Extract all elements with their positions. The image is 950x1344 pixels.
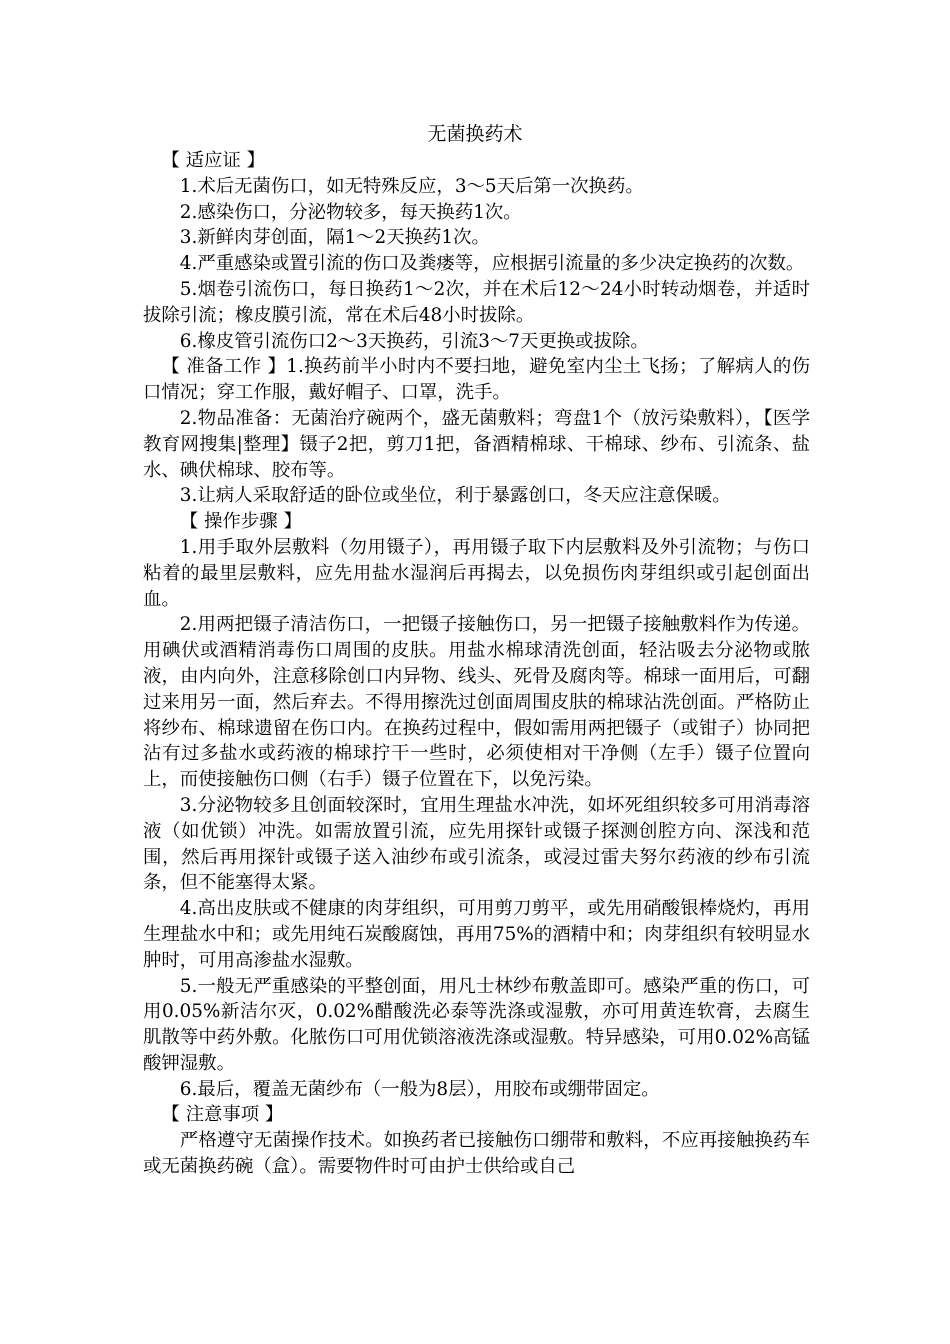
paragraph: 严格遵守无菌操作技术。如换药者已接触伤口绷带和敷料，不应再接触换药车或无菌换药碗（盒）。需要物件时可由护士供给或自己 (143, 1130, 810, 1178)
section-heading: 【 适应证 】 (161, 150, 266, 171)
paragraph: 1.用手取外层敷料（勿用镊子），再用镊子取下内层敷料及外引流物；与伤口粘着的最里层敷料，应先用盐水湿润后再揭去，以免损伤肉芽组织或引起创面出血。 (143, 536, 810, 610)
document-title: 无菌换药术 (427, 123, 523, 145)
paragraph: 2.感染伤口，分泌物较多，每天换药1次。 (179, 201, 522, 223)
paragraph: 5.烟卷引流伤口，每日换药1～2次，并在术后12～24小时转动烟卷，并适时拔除引流；橡皮膜引流，常在术后48小时拔除。 (143, 278, 810, 326)
paragraph: 5.一般无严重感染的平整创面，用凡士林纱布敷盖即可。感染严重的伤口，可用0.05%新洁尔灭，0.02%醋酸洗必泰等洗涤或湿敷，亦可用黄连软膏，去腐生肌散等中药外敷。化脓伤口可用优锁溶液洗涤或湿敷。特异感染，可用0.02%高锰酸钾湿敷。 (143, 975, 810, 1074)
paragraph: 6.最后，覆盖无菌纱布（一般为8层），用胶布或绷带固定。 (179, 1078, 660, 1100)
paragraph: 4.严重感染或置引流的伤口及粪瘘等，应根据引流量的多少决定换药的次数。 (179, 253, 805, 275)
paragraph: 【 操作步骤 】 (179, 511, 302, 533)
paragraph: 3.新鲜肉芽创面，隔1～2天换药1次。 (179, 227, 490, 249)
section-heading: 【 注意事项 】 (161, 1104, 284, 1126)
paragraph: 3.让病人采取舒适的卧位或坐位，利于暴露创口，冬天应注意保暖。 (179, 485, 731, 507)
paragraph: 2.用两把镊子清洁伤口，一把镊子接触伤口，另一把镊子接触敷料作为传递。用碘伏或酒精消毒伤口周围的皮肤。用盐水棉球清洗创面，轻沾吸去分泌物或脓液，由内向外，注意移除创口内异物、线头、死骨及腐肉等。棉球一面用后，可翻过来用另一面，然后弃去。不得用擦洗过创面周围皮肤的棉球沾洗创面。严格防止将纱布、棉球遗留在伤口内。在换药过程中，假如需用两把镊子（或钳子）协同把沾有过多盐水或药液的棉球拧干一些时，必须使相对干净侧（左手）镊子位置向上，而使接触伤口侧（右手）镊子位置在下，以免污染。 (143, 614, 810, 791)
paragraph: 3.分泌物较多且创面较深时，宜用生理盐水冲洗，如坏死组织较多可用消毒溶液（如优锁）冲洗。如需放置引流，应先用探针或镊子探测创腔方向、深浅和范围，然后再用探针或镊子送入油纱布或引流条，或浸过雷夫努尔药液的纱布引流条，但不能塞得太紧。 (143, 794, 810, 894)
paragraph: 6.橡皮管引流伤口2～3天换药，引流3～7天更换或拔除。 (179, 330, 649, 352)
paragraph: 1.术后无菌伤口，如无特殊反应，3～5天后第一次换药。 (179, 175, 644, 197)
section-heading: 【 准备工作 】1.换药前半小时内不要扫地，避免室内尘土飞扬；了解病人的伤口情况；穿工作服，戴好帽子、口罩，洗手。 (143, 356, 810, 404)
paragraph: 2.物品准备：无菌治疗碗两个，盛无菌敷料；弯盘1个（放污染敷料），【医学教育网搜集|整理】镊子2把，剪刀1把，备酒精棉球、干棉球、纱布、引流条、盐水、碘伏棉球、胶布等。 (143, 407, 810, 481)
document-body (143, 148, 810, 1180)
paragraph: 4.高出皮肤或不健康的肉芽组织，可用剪刀剪平，或先用硝酸银棒烧灼，再用生理盐水中和；或先用纯石炭酸腐蚀，再用75%的酒精中和；肉芽组织有较明显水肿时，可用高渗盐水湿敷。 (143, 898, 810, 971)
